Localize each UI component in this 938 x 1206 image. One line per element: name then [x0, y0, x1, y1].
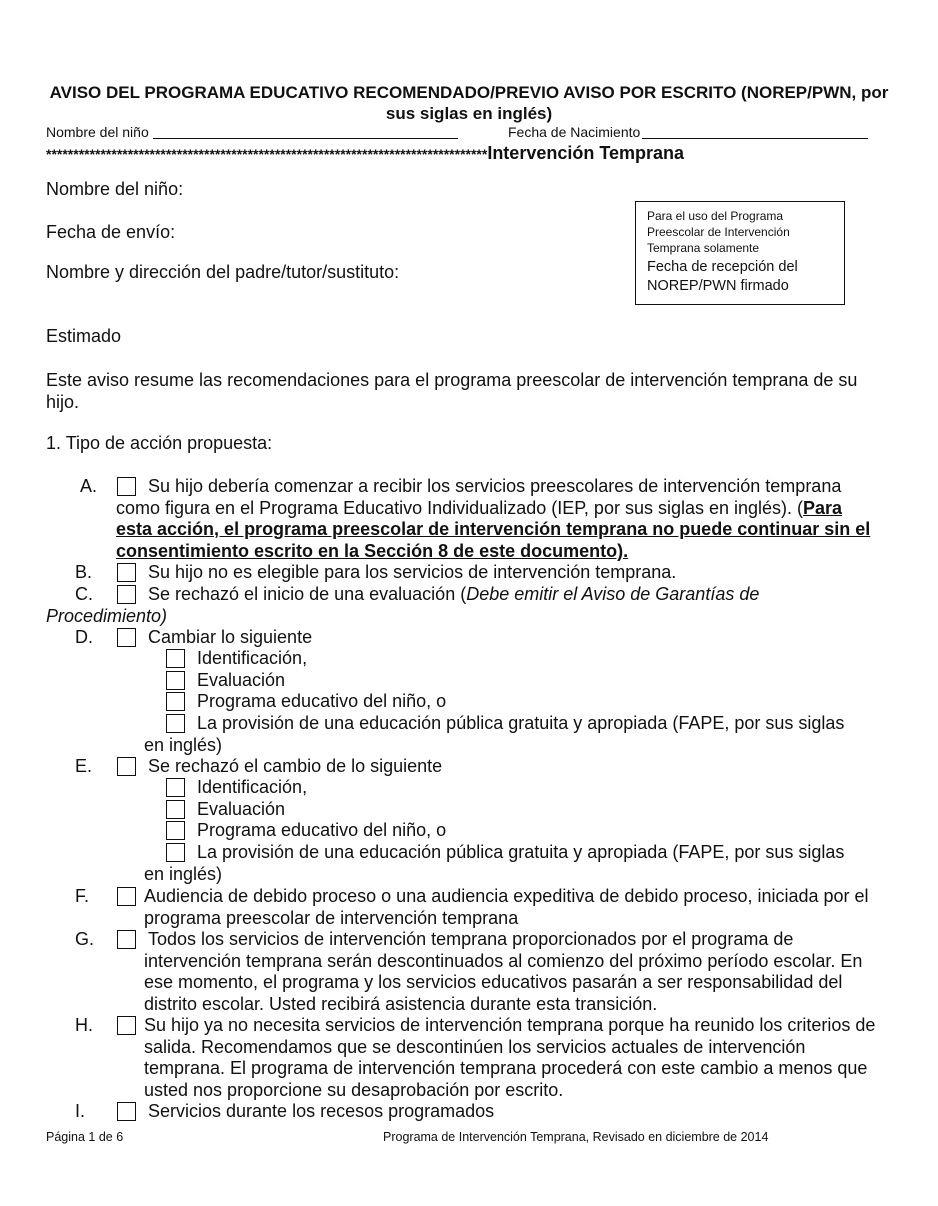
option-c-text: [46, 584, 836, 627]
send-date-field: Fecha de envío:: [46, 222, 176, 242]
option-d-sub-checkbox[interactable]: [166, 692, 185, 711]
option-e-sub-item: Identificación,: [197, 777, 308, 797]
option-g-text: Todos los servicios de intervención temprana proporcionados por el programa de intervención temprana serán descontinuados al comienzo del próximo período escolar. En ese momento, el programa y los servicios educativos pasarán a ser responsabilidad del distrito escolar. Usted recibirá asistencia durante esta transición.: [144, 929, 863, 1014]
option-h-text: [144, 1015, 884, 1101]
child-name-label: Nombre del niño: [46, 124, 149, 140]
option-d-sub-tail: en inglés): [144, 735, 223, 755]
option-e-text: Se rechazó el cambio de lo siguiente: [148, 756, 443, 776]
office-box-line: Para el uso del Programa: [647, 209, 784, 223]
option-c-italic-note: Debe emitir el Aviso de Garantías de Procedimiento): [46, 584, 760, 626]
separator-line: [46, 143, 882, 164]
option-e-checkbox[interactable]: [117, 757, 136, 776]
option-d-sub-checkbox[interactable]: [166, 671, 185, 690]
birth-date-line[interactable]: [642, 138, 868, 139]
option-h-body: Su hijo ya no necesita servicios de intervención temprana porque ha reunido los criterios de salida. Recomendamos que se descontinúen los servicios actuales de intervención temprana. El programa de intervención temprana procederá con este cambio a menos que usted nos proporcione su desaprobación por escrito.: [144, 1015, 876, 1100]
option-e-letter: E.: [75, 756, 93, 776]
office-box-line: Preescolar de Intervención: [647, 225, 790, 239]
option-b-checkbox[interactable]: [117, 563, 136, 582]
document-title: AVISO DEL PROGRAMA EDUCATIVO RECOMENDADO/PREVIO AVISO POR ESCRITO (NOREP/PWN, por sus siglas en inglés): [49, 83, 889, 123]
option-h-letter: H.: [75, 1015, 93, 1035]
intro-paragraph: Este aviso resume las recomendaciones para el programa preescolar de intervención temprana de su hijo.: [46, 370, 858, 412]
option-i-letter: I.: [75, 1101, 86, 1121]
header-fields: [46, 124, 876, 142]
option-c-body: Se rechazó el inicio de una evaluación (: [148, 584, 467, 604]
option-d-letter: D.: [75, 627, 93, 647]
option-d-sub-item: Programa educativo del niño, o: [197, 691, 447, 711]
option-a-letter: A.: [80, 476, 98, 496]
option-f-checkbox[interactable]: [117, 887, 136, 906]
option-d-sub-item: Evaluación: [197, 670, 286, 690]
option-e-sub-item: La provisión de una educación pública gratuita y apropiada (FAPE, por sus siglas: [197, 842, 845, 862]
option-d-sub-item: La provisión de una educación pública gratuita y apropiada (FAPE, por sus siglas: [197, 713, 845, 733]
option-d-sub-checkbox[interactable]: [166, 649, 185, 668]
office-box-line: Temprana solamente: [647, 241, 760, 255]
option-i-text: Servicios durante los recesos programados: [148, 1101, 495, 1121]
option-f-text: Audiencia de debido proceso o una audiencia expeditiva de debido proceso, iniciada por el programa preescolar de intervención temprana: [144, 886, 869, 928]
option-e-sub-checkbox[interactable]: [166, 843, 185, 862]
option-a-consent-note: Para esta acción, el programa preescolar de intervención temprana no puede continuar sin el consentimiento escrito en la Sección 8 de este documento).: [116, 497, 871, 561]
option-b-text: Su hijo no es elegible para los servicios de intervención temprana.: [148, 562, 677, 582]
option-d-sub-checkbox[interactable]: [166, 714, 185, 733]
option-d-text: Cambiar lo siguiente: [148, 627, 313, 647]
section-1-heading: 1. Tipo de acción propuesta:: [46, 433, 273, 453]
program-name: Intervención Temprana: [487, 143, 685, 163]
option-i-checkbox[interactable]: [117, 1102, 136, 1121]
child-name-field: Nombre del niño:: [46, 179, 184, 199]
option-g-letter: G.: [75, 929, 95, 949]
option-d-checkbox[interactable]: [117, 628, 136, 647]
option-d-sub-item: Identificación,: [197, 648, 308, 668]
child-name-line[interactable]: [153, 138, 458, 139]
option-h-checkbox[interactable]: [117, 1016, 136, 1035]
option-e-sub-item: Evaluación: [197, 799, 286, 819]
option-e-sub-item: Programa educativo del niño, o: [197, 820, 447, 840]
birth-date-label: Fecha de Nacimiento: [508, 124, 641, 140]
office-box-line: Fecha de recepción del: [647, 259, 798, 275]
footer-revision: Programa de Intervención Temprana, Revisado en diciembre de 2014: [383, 1130, 769, 1144]
option-a-text: [116, 476, 880, 562]
office-box-line: NOREP/PWN firmado: [647, 278, 789, 294]
option-e-sub-tail: en inglés): [144, 864, 223, 884]
footer-page-number: Página 1 de 6: [46, 1130, 124, 1144]
option-c-letter: C.: [75, 584, 93, 604]
option-a-body: Su hijo debería comenzar a recibir los servicios preescolares de intervención temprana como figura en el Programa Educativo Individualizado (IEP, por sus siglas en inglés). (: [116, 476, 842, 518]
option-e-sub-checkbox[interactable]: [166, 800, 185, 819]
star-separator: *********************************************************************************: [46, 146, 488, 162]
option-e-sub-checkbox[interactable]: [166, 778, 185, 797]
option-b-letter: B.: [75, 562, 93, 582]
greeting: Estimado: [46, 326, 122, 346]
option-g-checkbox[interactable]: [117, 930, 136, 949]
office-use-box: [635, 201, 845, 305]
parent-field: Nombre y dirección del padre/tutor/sustituto:: [46, 262, 400, 282]
option-f-letter: F.: [75, 886, 90, 906]
option-e-sub-checkbox[interactable]: [166, 821, 185, 840]
